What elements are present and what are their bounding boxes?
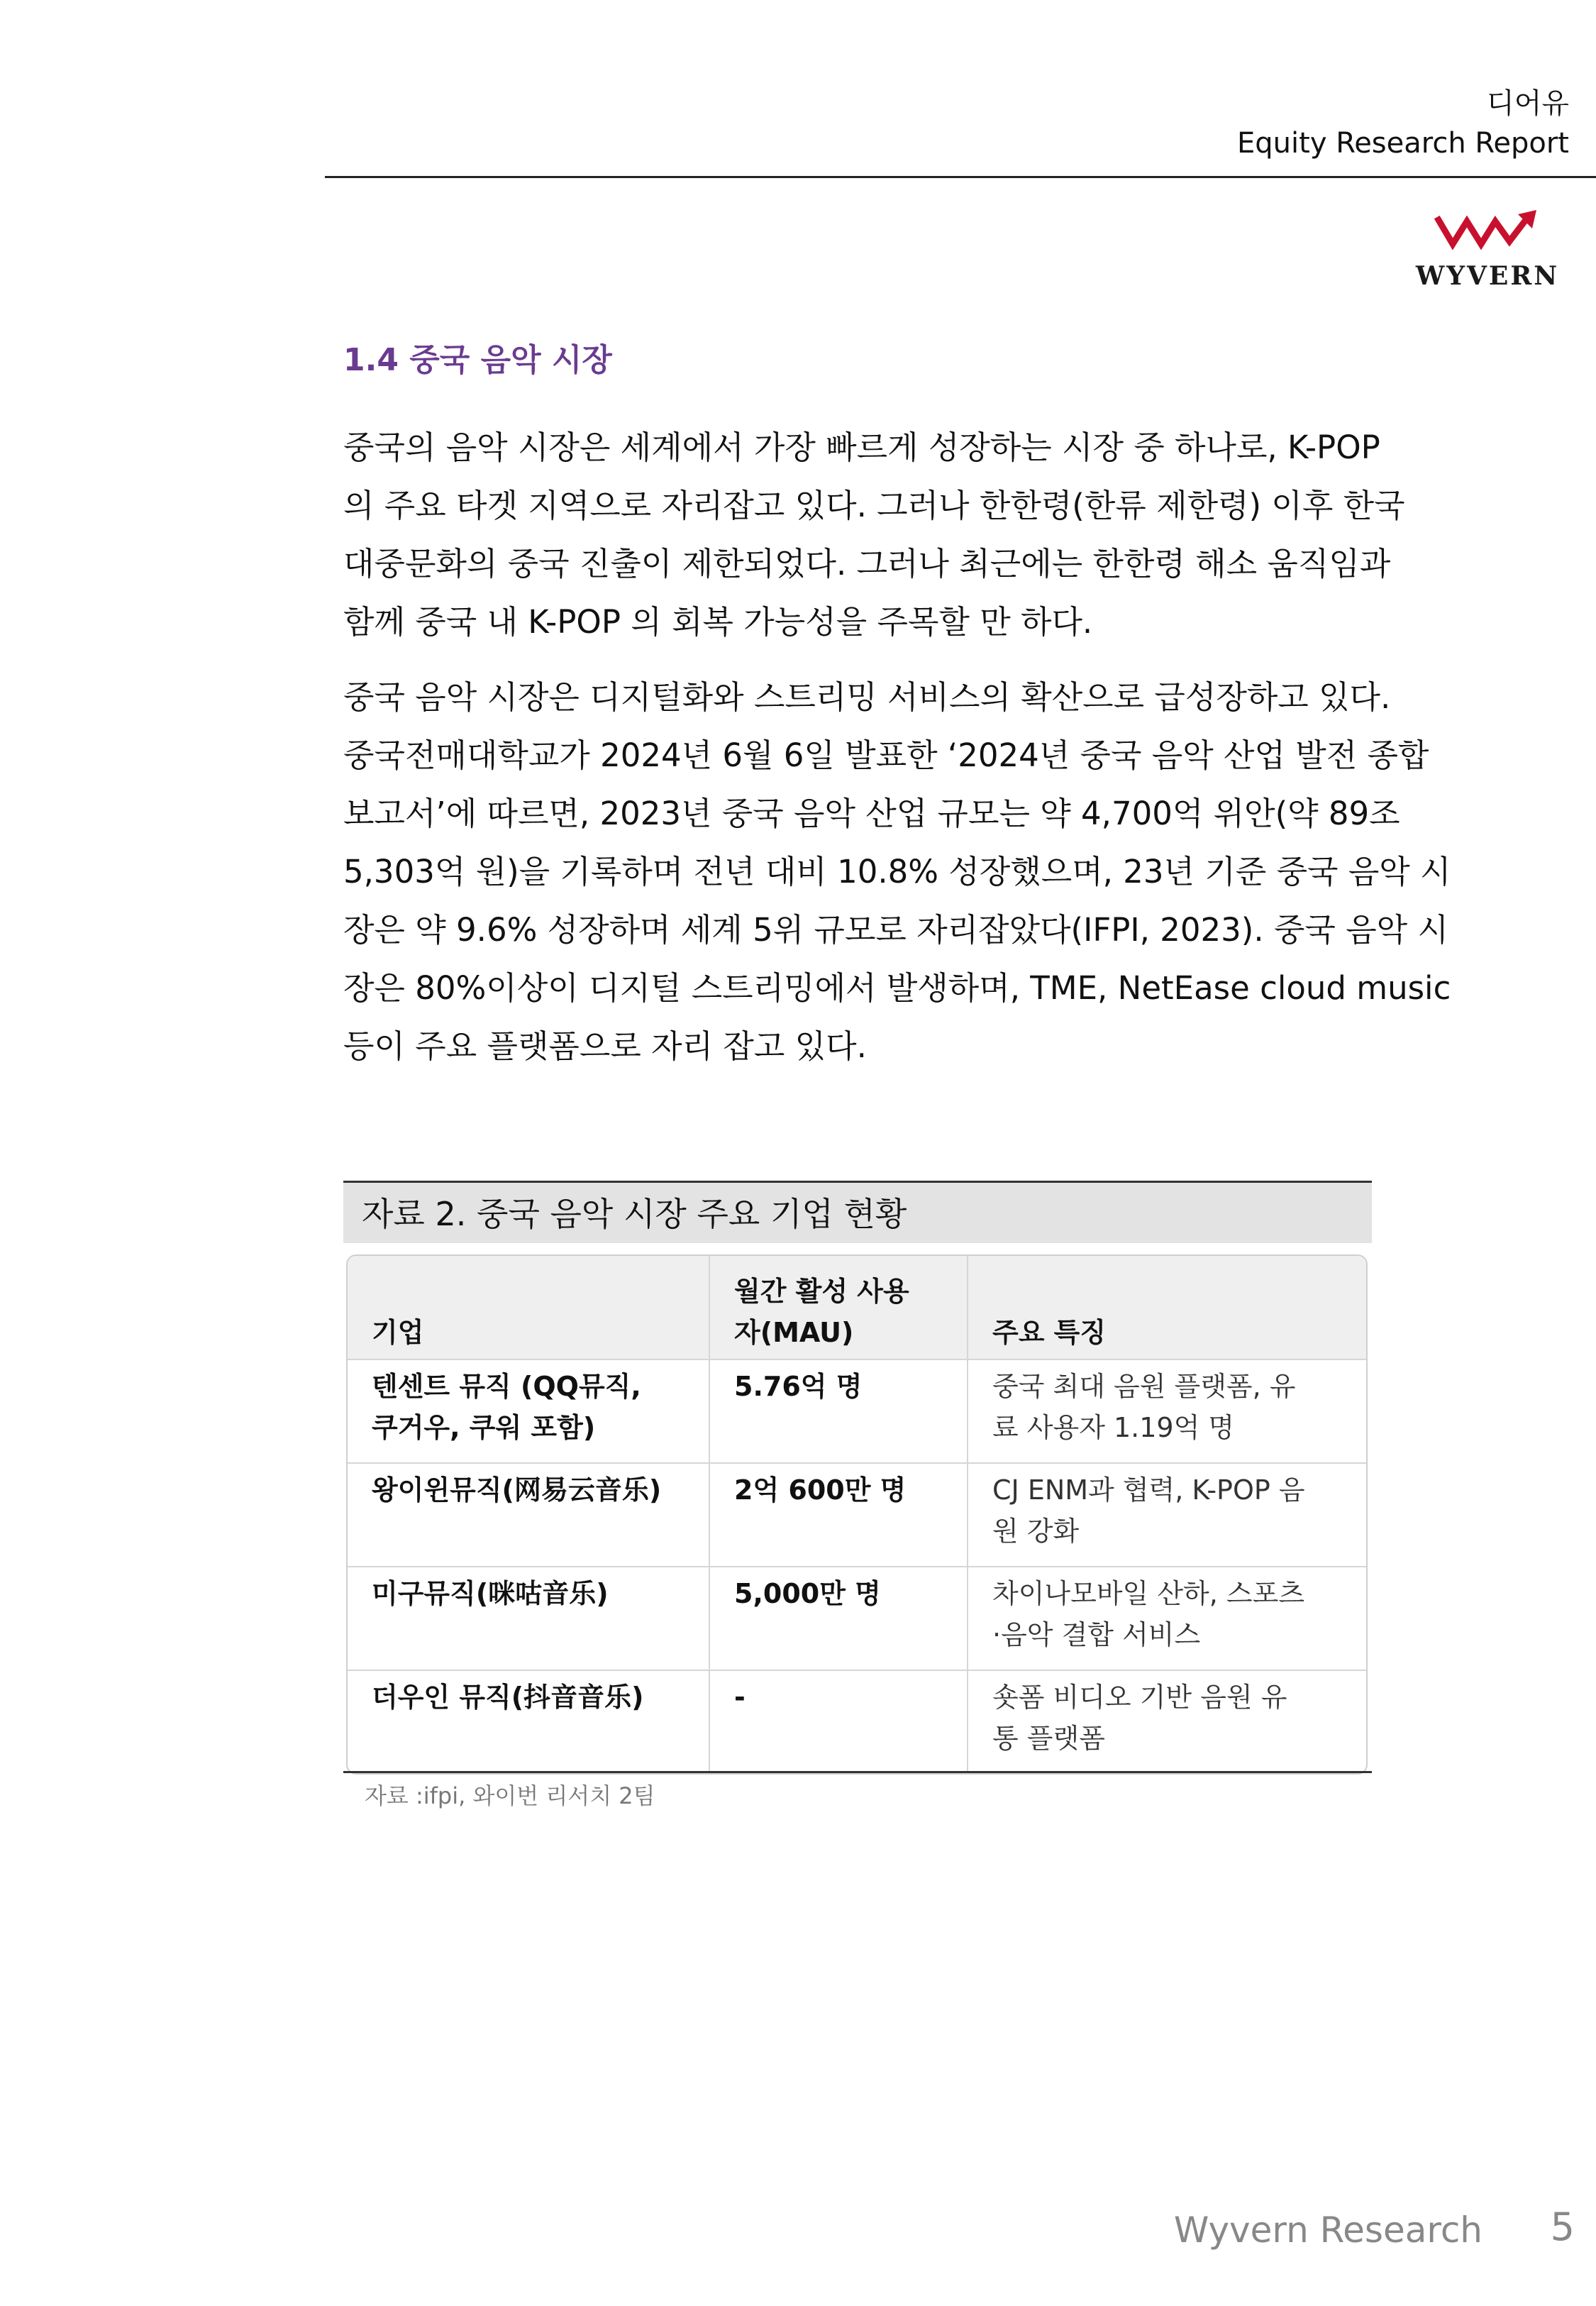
paragraph-1 [343, 419, 1471, 651]
cell-mau: 5,000만 명 [709, 1567, 968, 1670]
page-header [1237, 84, 1569, 163]
section-heading: 1.4 중국 음악 시장 [343, 342, 612, 378]
table-bottom-divider [343, 1771, 1372, 1773]
page-number: 5 [1550, 2205, 1575, 2249]
cell-company: 텐센트 뮤직 (QQ뮤직, 쿠거우, 쿠워 포함) [348, 1359, 709, 1463]
wyvern-zigzag-arrow-icon [1434, 207, 1541, 254]
cell-company: 더우인 뮤직(抖音音乐) [348, 1670, 709, 1773]
table-title: 자료 2. 중국 음악 시장 주요 기업 현황 [343, 1181, 1372, 1243]
logo-text: WYVERN [1415, 261, 1560, 291]
paragraph-line: 중국전매대학교가 2024년 6월 6일 발표한 ‘2024년 중국 음악 산업 발전 종합 [343, 737, 1429, 774]
header-mau: 월간 활성 사용 자(MAU) [709, 1256, 968, 1359]
table-row [348, 1359, 1366, 1463]
table-header-row [348, 1256, 1366, 1359]
paragraph-line: 장은 80%이상이 디지털 스트리밍에서 발생하며, TME, NetEase cloud music [343, 969, 1451, 1007]
cell-feature: CJ ENM과 협력, K-POP 음 원 강화 [968, 1463, 1366, 1567]
header-report-type: Equity Research Report [1237, 127, 1569, 160]
paragraph-2 [343, 668, 1471, 1076]
paragraph-line: 대중문화의 중국 진출이 제한되었다. 그러나 최근에는 한한령 해소 움직임과 [343, 545, 1391, 583]
cell-feature: 숏폼 비디오 기반 음원 유 통 플랫폼 [992, 1682, 1287, 1754]
paragraph-line: 등이 주요 플랫폼으로 자리 잡고 있다. [343, 1027, 867, 1065]
cell-feature: 중국 최대 음원 플랫폼, 유 료 사용자 1.19억 명 [968, 1359, 1366, 1463]
wyvern-logo [1413, 207, 1562, 299]
paragraph-line: 의 주요 타겟 지역으로 자리잡고 있다. 그러나 한한령(한류 제한령) 이후 한국 [343, 487, 1405, 524]
table-row [348, 1463, 1366, 1567]
cell-mau: 2억 600만 명 [709, 1463, 968, 1567]
paragraph-line: 5,303억 원)을 기록하며 전년 대비 10.8% 성장했으며, 23년 기준 중국 음악 시 [343, 853, 1451, 890]
paragraph-line: 중국 음악 시장은 디지털화와 스트리밍 서비스의 확산으로 급성장하고 있다. [343, 678, 1391, 716]
header-company: 기업 [348, 1256, 709, 1359]
paragraph-line: 함께 중국 내 K-POP 의 회복 가능성을 주목할 만 하다. [343, 603, 1093, 641]
cell-mau: 5.76억 명 [709, 1359, 968, 1463]
paragraph-line: 중국의 음악 시장은 세계에서 가장 빠르게 성장하는 시장 중 하나로, K-POP [343, 429, 1380, 466]
table-row [348, 1670, 1366, 1773]
header-divider [325, 176, 1596, 178]
paragraph-line: 보고서’에 따르면, 2023년 중국 음악 산업 규모는 약 4,700억 위안(약 89조 [343, 795, 1400, 832]
company-table [346, 1254, 1368, 1775]
cell-feature: 차이나모바일 산하, 스포츠 ·음악 결합 서비스 [968, 1567, 1366, 1670]
cell-company: 미구뮤직(咪咕音乐) [348, 1567, 709, 1670]
cell-company: 왕이윈뮤직(网易云音乐) [348, 1463, 709, 1567]
paragraph-line: 장은 약 9.6% 성장하며 세계 5위 규모로 자리잡았다(IFPI, 2023). 중국 음악 시 [343, 911, 1448, 949]
header-features: 주요 특징 [968, 1256, 1366, 1359]
cell-mau: - [709, 1670, 968, 1773]
header-company-name: 디어유 [1487, 87, 1569, 120]
table-source: 자료 :ifpi, 와이번 리서치 2팀 [365, 1782, 655, 1809]
table-row [348, 1567, 1366, 1670]
footer-brand: Wyvern Research [1173, 2210, 1483, 2251]
